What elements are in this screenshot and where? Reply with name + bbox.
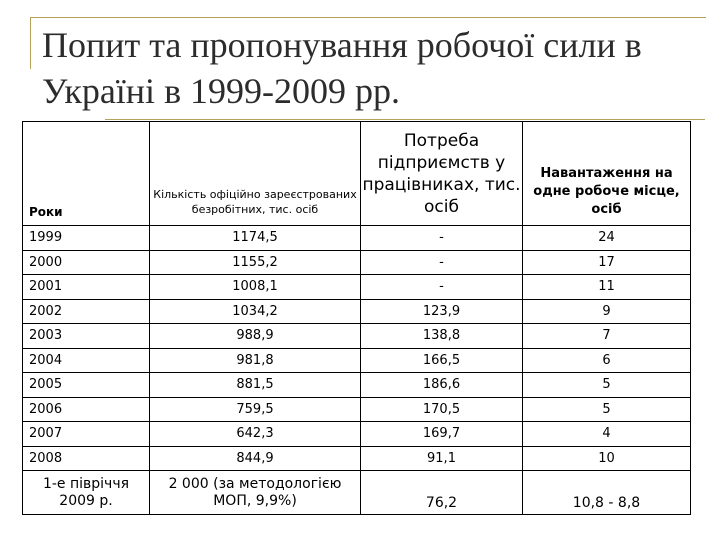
table-row-2009 — [23, 471, 691, 515]
cell-year: 2008 — [23, 446, 150, 471]
cell-unemployed-line2: МОП, 9,9%) — [213, 492, 297, 509]
cell-year: 2006 — [23, 397, 150, 422]
table-header-row — [23, 122, 691, 226]
cell-year: 1999 — [23, 226, 150, 251]
cell-year: 2005 — [23, 373, 150, 398]
cell-load: 24 — [523, 226, 691, 251]
cell-demand: 186,6 — [361, 373, 523, 398]
cell-year: 2001 — [23, 275, 150, 300]
cell-demand: 170,5 — [361, 397, 523, 422]
cell-demand: 76,2 — [361, 471, 523, 515]
cell-year: 2004 — [23, 348, 150, 373]
cell-unemployed: 1034,2 — [150, 299, 361, 324]
cell-year: 2002 — [23, 299, 150, 324]
cell-year: 2007 — [23, 422, 150, 447]
table-row — [23, 348, 691, 373]
table-row — [23, 446, 691, 471]
frame-left-line — [30, 17, 31, 69]
table-row — [23, 373, 691, 398]
cell-unemployed — [150, 471, 361, 515]
header-load: Навантаження на одне робоче місце, осіб — [523, 122, 691, 226]
cell-demand: - — [361, 275, 523, 300]
table-row — [23, 397, 691, 422]
slide-title: Попит та пропонування робочої сили в Україні в 1999-2009 рр. — [42, 25, 642, 111]
cell-load: 5 — [523, 373, 691, 398]
cell-demand: 138,8 — [361, 324, 523, 349]
frame-top-line — [30, 17, 706, 18]
cell-unemployed: 642,3 — [150, 422, 361, 447]
table-row — [23, 324, 691, 349]
table-row — [23, 299, 691, 324]
cell-load: 10 — [523, 446, 691, 471]
table-row — [23, 422, 691, 447]
header-unemployed: Кількість офіційно зареєстрованих безробітних, тис. осіб — [150, 122, 361, 226]
cell-year-line1: 1-е півріччя — [42, 475, 130, 492]
cell-year: 2003 — [23, 324, 150, 349]
cell-unemployed: 988,9 — [150, 324, 361, 349]
cell-load: 11 — [523, 275, 691, 300]
cell-load: 10,8 - 8,8 — [523, 471, 691, 515]
cell-demand: - — [361, 250, 523, 275]
cell-unemployed-line1: 2 000 (за методологією — [168, 475, 342, 492]
cell-load: 4 — [523, 422, 691, 447]
cell-unemployed: 1174,5 — [150, 226, 361, 251]
cell-demand: 169,7 — [361, 422, 523, 447]
cell-unemployed: 759,5 — [150, 397, 361, 422]
cell-year — [23, 471, 150, 515]
cell-load: 5 — [523, 397, 691, 422]
cell-unemployed: 981,8 — [150, 348, 361, 373]
cell-year-line2: 2009 р. — [59, 492, 113, 509]
table-row — [23, 226, 691, 251]
labor-market-table — [22, 121, 691, 515]
cell-demand: 123,9 — [361, 299, 523, 324]
cell-load: 6 — [523, 348, 691, 373]
table-row — [23, 275, 691, 300]
cell-unemployed: 844,9 — [150, 446, 361, 471]
table-row — [23, 250, 691, 275]
cell-load: 17 — [523, 250, 691, 275]
header-years: Роки — [23, 122, 150, 226]
cell-load: 7 — [523, 324, 691, 349]
cell-demand: 91,1 — [361, 446, 523, 471]
cell-demand: - — [361, 226, 523, 251]
header-demand: Потреба підприємств у працівниках, тис. осіб — [361, 122, 523, 226]
cell-load: 9 — [523, 299, 691, 324]
frame-divider-line — [105, 119, 705, 120]
cell-unemployed: 1155,2 — [150, 250, 361, 275]
cell-year: 2000 — [23, 250, 150, 275]
cell-unemployed: 1008,1 — [150, 275, 361, 300]
cell-unemployed: 881,5 — [150, 373, 361, 398]
cell-demand: 166,5 — [361, 348, 523, 373]
